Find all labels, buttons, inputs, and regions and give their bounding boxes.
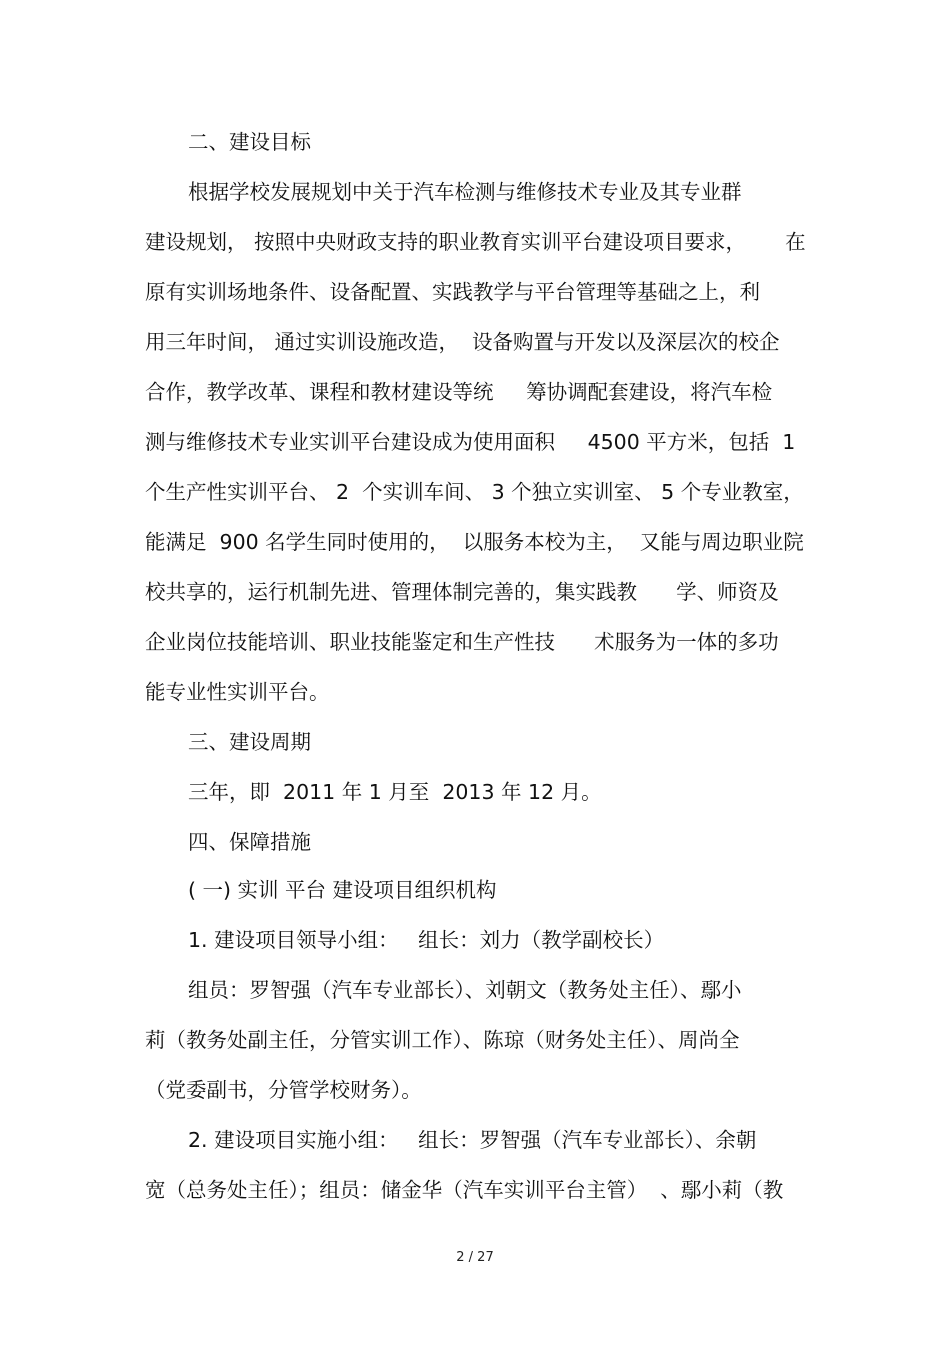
- paragraph-line: 组员：罗智强（汽车专业部长）、刘朝文（教务处主任）、鄢小: [188, 978, 742, 1002]
- heading-construction-goals: 二、建设目标: [188, 130, 311, 154]
- paragraph-line: 测与维修技术专业实训平台建设成为使用面积 4500 平方米，包括 1: [145, 430, 796, 454]
- paragraph-line: 企业岗位技能培训、职业技能鉴定和生产性技 术服务为一体的多功: [145, 630, 779, 654]
- paragraph-line: 莉（教务处副主任，分管实训工作）、陈琼（财务处主任）、周尚全: [145, 1028, 740, 1052]
- paragraph-line: （党委副书，分管学校财务）。: [145, 1078, 422, 1102]
- paragraph-line: 根据学校发展规划中关于汽车检测与维修技术专业及其专业群: [188, 180, 742, 204]
- heading-construction-period: 三、建设周期: [188, 730, 311, 754]
- paragraph-line: 能满足 900 名学生同时使用的， 以服务本校为主， 又能与周边职业院: [145, 530, 804, 554]
- heading-safeguard-measures: 四、保障措施: [188, 830, 311, 854]
- paragraph-line: 宽（总务处主任）；组员：储金华（汽车实训平台主管） 、鄢小莉（教: [145, 1178, 784, 1202]
- paragraph-line: 原有实训场地条件、设备配置、实践教学与平台管理等基础之上，利: [145, 280, 760, 304]
- page-number: 2 / 27: [456, 1250, 494, 1265]
- paragraph-line: 个生产性实训平台、 2 个实训车间、 3 个独立实训室、 5 个专业教室，: [145, 480, 804, 504]
- paragraph-line: 用三年时间， 通过实训设施改造， 设备购置与开发以及深层次的校企: [145, 330, 780, 354]
- paragraph-line: 建设规划， 按照中央财政支持的职业教育实训平台建设项目要求， 在: [145, 230, 806, 254]
- paragraph-line: 三年，即 2011 年 1 月至 2013 年 12 月。: [188, 780, 602, 804]
- paragraph-line: 1. 建设项目领导小组： 组长：刘力（教学副校长）: [188, 928, 665, 952]
- paragraph-line: 能专业性实训平台。: [145, 680, 330, 704]
- subheading-organization: ( 一) 实训 平台 建设项目组织机构: [188, 878, 497, 902]
- paragraph-line: 校共享的，运行机制先进、管理体制完善的，集实践教 学、师资及: [145, 580, 779, 604]
- paragraph-line: 合作，教学改革、课程和教材建设等统 筹协调配套建设，将汽车检: [145, 380, 773, 404]
- paragraph-line: 2. 建设项目实施小组： 组长：罗智强（汽车专业部长）、余朝: [188, 1128, 757, 1152]
